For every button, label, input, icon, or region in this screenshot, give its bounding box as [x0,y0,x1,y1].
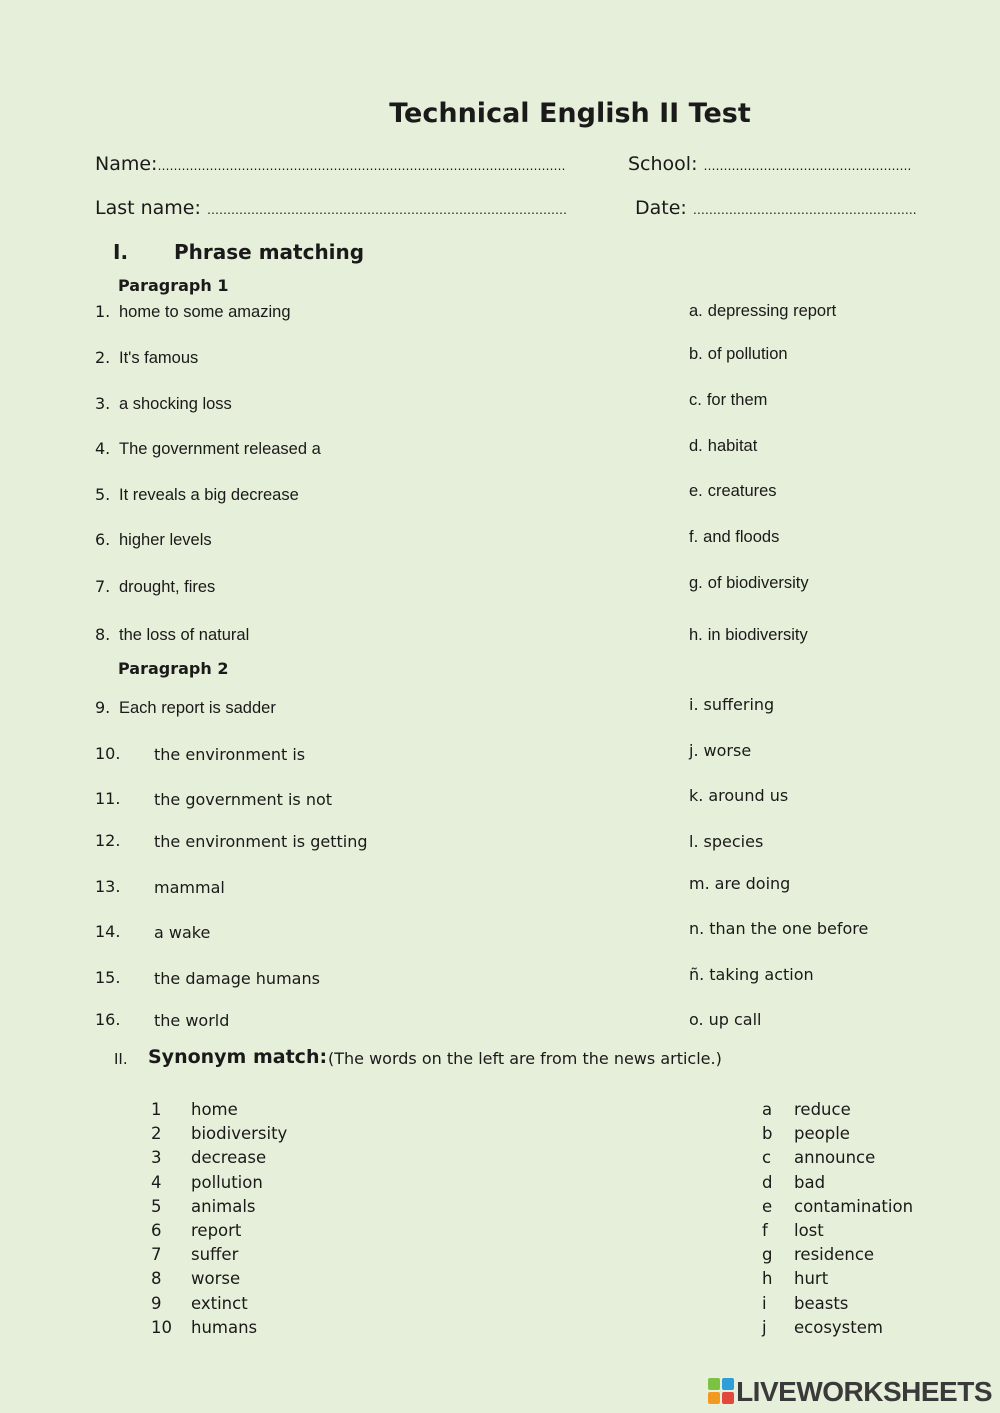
lastname-label: Last name: [95,197,201,219]
phrase-left-number: 6. [95,530,111,549]
synonym-left-number: 4 [151,1172,162,1192]
phrase-left-item: a shocking loss [119,395,232,413]
name-label: Name: [95,153,158,175]
phrase-left-item: the loss of natural [119,626,250,644]
phrase-left-number: 7. [95,577,111,596]
phrase-right-item [689,832,763,851]
synonym-left-word: biodiversity [191,1124,288,1144]
phrase-right-text: habitat [707,437,758,455]
phrase-right-item [689,437,757,456]
phrase-left-item: It's famous [119,349,199,367]
synonym-left-number: 2 [151,1124,162,1144]
synonym-right-word: lost [794,1221,824,1240]
school-line[interactable]: ……………………………………………. [703,159,912,173]
phrase-right-item [689,741,751,760]
phrase-right-text: worse [703,741,752,760]
phrase-left-item: mammal [154,878,225,897]
phrase-right-item [689,1010,761,1029]
phrase-left-number: 10. [95,744,121,763]
synonym-right-letter: b [762,1124,773,1144]
phrase-left-item: home to some amazing [119,303,291,321]
phrase-left-item: the environment is [154,745,306,764]
phrase-right-letter: ñ. [689,965,705,984]
phrase-left-number: 16. [95,1010,121,1029]
phrase-left-number: 15. [95,968,121,987]
date-line[interactable]: ……………………………………………….. [692,203,917,217]
synonym-left-word: pollution [191,1172,263,1192]
synonym-left-number: 5 [151,1196,162,1216]
phrase-left-number: 5. [95,485,111,504]
synonym-left-number: 10 [151,1317,172,1337]
synonym-left-number: 7 [151,1245,162,1265]
page-title: Technical English II Test [389,98,751,129]
phrase-left-number: 12. [95,831,121,850]
phrase-right-letter: l. [689,832,699,851]
phrase-left-number: 1. [95,302,111,321]
phrase-right-text: for them [706,391,768,409]
phrase-right-text: species [703,832,764,851]
synonym-right-letter: j [762,1317,767,1337]
synonym-right-word: beasts [794,1293,849,1313]
synonym-left-word: extinct [191,1293,248,1313]
phrase-right-letter: g. [689,574,703,592]
section1-number: I. [113,240,129,264]
synonym-right-word: hurt [794,1269,829,1289]
phrase-right-item [689,874,790,893]
phrase-left-item: drought, fires [119,578,216,596]
synonym-right-word: people [794,1124,850,1144]
lastname-line[interactable]: ……………………………………………………………………………… [206,203,567,217]
phrase-left-number: 11. [95,789,121,808]
phrase-right-text: around us [708,786,789,805]
school-label: School: [628,153,698,175]
phrase-right-text: taking action [709,965,814,984]
phrase-right-text: are doing [714,874,791,893]
phrase-left-number: 3. [95,394,111,413]
phrase-right-item [689,528,779,547]
phrase-left-number: 8. [95,625,111,644]
date-label: Date: [635,197,687,219]
synonym-left-number: 3 [151,1148,162,1168]
phrase-right-letter: n. [689,919,705,938]
phrase-left-item: the damage humans [154,969,320,988]
synonym-left-number: 8 [151,1269,162,1289]
phrase-right-text: depressing report [707,302,837,320]
liveworksheets-brand: LIVEWORKSHEETS [736,1376,992,1407]
phrase-right-letter: a. [689,302,703,320]
synonym-right-word: bad [794,1172,826,1192]
synonym-right-letter: i [762,1293,767,1313]
phrase-left-number: 14. [95,922,121,941]
phrase-right-item [689,482,777,501]
phrase-left-item: the government is not [154,790,333,809]
phrase-right-item [689,695,774,714]
phrase-left-number: 13. [95,877,121,896]
phrase-right-item [689,626,808,645]
phrase-right-item [689,786,788,805]
school-field[interactable] [628,153,911,175]
phrase-left-item: a wake [154,923,211,942]
phrase-left-item: higher levels [119,531,212,549]
phrase-left-item: the world [154,1011,230,1030]
phrase-right-text: up call [708,1010,762,1029]
synonym-right-letter: e [762,1196,773,1216]
synonym-right-letter: c [762,1148,772,1168]
phrase-right-item [689,391,767,410]
phrase-right-item [689,345,788,364]
date-field[interactable] [635,197,917,219]
synonym-right-letter: a [762,1100,773,1119]
phrase-left-item: Each report is sadder [119,699,276,717]
synonym-left-number: 1 [151,1100,162,1119]
phrase-right-letter: c. [689,391,702,409]
paragraph2-heading: Paragraph 2 [118,659,229,678]
synonym-left-word: worse [191,1269,241,1289]
phrase-right-text: of biodiversity [707,574,809,592]
lastname-field[interactable] [95,197,567,219]
section2-title: Synonym match: [148,1046,328,1068]
synonym-left-word: report [191,1221,242,1240]
phrase-left-item: It reveals a big decrease [119,486,299,504]
synonym-left-word: home [191,1100,238,1119]
synonym-right-word: ecosystem [794,1317,883,1337]
phrase-right-item [689,302,836,321]
phrase-right-letter: k. [689,786,704,805]
phrase-left-item: The government released a [119,440,321,458]
synonym-left-number: 6 [151,1221,162,1240]
synonym-right-word: announce [794,1148,876,1168]
phrase-left-number: 4. [95,439,111,458]
phrase-left-number: 9. [95,698,111,717]
section2-number: II. [114,1050,128,1068]
phrase-right-letter: o. [689,1010,704,1029]
liveworksheets-logo-icon [708,1378,734,1404]
phrase-right-letter: i. [689,695,699,714]
phrase-right-letter: j. [689,741,699,760]
synonym-right-letter: g [762,1245,773,1265]
phrase-right-text: than the one before [709,919,869,938]
synonym-right-letter: f [762,1221,768,1240]
phrase-left-number: 2. [95,348,111,367]
synonym-left-number: 9 [151,1293,162,1313]
phrase-right-letter: m. [689,874,710,893]
synonym-right-word: residence [794,1245,875,1265]
synonym-left-word: animals [191,1196,256,1216]
synonym-right-word: contamination [794,1196,914,1216]
phrase-right-letter: e. [689,482,703,500]
name-line[interactable]: ………………………………………………………………………………………… [157,159,566,173]
synonym-right-word: reduce [794,1100,851,1119]
phrase-right-item [689,919,868,938]
synonym-left-word: decrease [191,1148,267,1168]
phrase-right-text: in biodiversity [707,626,808,644]
section2-note: (The words on the left are from the news article.) [328,1049,722,1068]
synonym-right-letter: d [762,1172,773,1192]
section1-title: Phrase matching [174,240,365,264]
synonym-left-word: humans [191,1317,258,1337]
phrase-right-letter: d. [689,437,703,455]
paragraph1-heading: Paragraph 1 [118,276,229,295]
name-field[interactable] [95,153,565,175]
phrase-right-text: creatures [707,482,777,500]
synonym-left-word: suffer [191,1245,239,1265]
phrase-right-item [689,965,814,984]
synonym-right-letter: h [762,1269,773,1289]
phrase-right-text: of pollution [707,345,788,363]
phrase-right-letter: f. [689,528,699,546]
phrase-right-letter: b. [689,345,703,363]
phrase-right-letter: h. [689,626,703,644]
phrase-left-item: the environment is getting [154,832,368,851]
phrase-right-item [689,574,809,593]
liveworksheets-logo[interactable] [708,1376,992,1408]
phrase-right-text: and floods [703,528,780,546]
phrase-right-text: suffering [703,695,775,714]
